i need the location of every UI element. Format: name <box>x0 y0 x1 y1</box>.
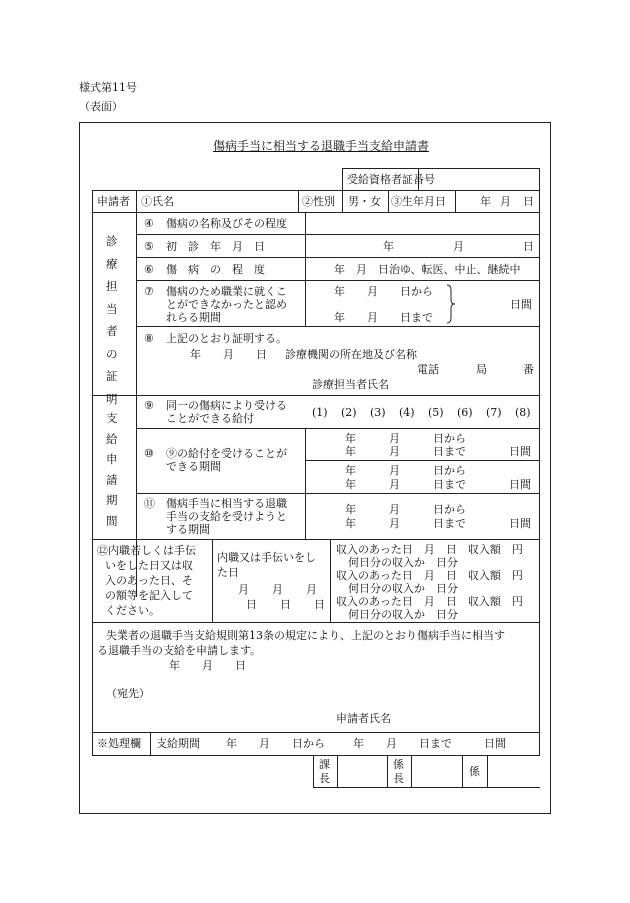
name-field[interactable] <box>182 191 296 211</box>
row10-label-2: できる期間 <box>166 460 221 473</box>
row10-a-to: 年 月 日まで <box>345 445 466 458</box>
processing-to: 年 月 日まで <box>353 737 452 750</box>
row9-label-2: ことができる給付 <box>166 412 254 425</box>
row9-option-7[interactable]: (7) <box>486 406 502 419</box>
row9-option-1[interactable]: (1) <box>312 406 328 419</box>
row11-label-3: する期間 <box>166 523 210 536</box>
signature-label: 申請者氏名 <box>336 712 391 725</box>
cert-number-label: 受給資格者証番号 <box>347 173 435 186</box>
row9-num: ⑨ <box>144 399 154 412</box>
row7-to: 年 月 日まで <box>334 311 433 324</box>
row8-text: 上記のとおり証明する。 <box>166 332 287 345</box>
row12-label-4: の額等を記入して <box>105 589 193 602</box>
side-label: （表面） <box>79 100 123 113</box>
income-line-3: 収入のあった日 月 日 収入額 円 <box>336 595 523 608</box>
row11-to: 年 月 日まで <box>345 517 466 530</box>
row12-sub-1: 内職又は手伝いをし <box>217 551 316 564</box>
kacho-label: 課 長 <box>319 758 330 785</box>
row9-option-3[interactable]: (3) <box>370 406 386 419</box>
row11-days: 日間 <box>509 517 531 530</box>
row6-value: 年 月 日治ゆ、転医、中止、継続中 <box>334 263 521 276</box>
kakaricho-label: 係 長 <box>393 758 404 785</box>
row10-b-from: 年 月 日から <box>345 464 466 477</box>
kacho-stamp-box[interactable] <box>338 756 386 786</box>
row12-label-2: いをした日又は収 <box>105 559 193 572</box>
row10-label-1: ⑨の給付を受けることが <box>166 447 287 460</box>
row12-day-2: 日 <box>280 598 291 611</box>
birth-year: 年 <box>480 195 491 208</box>
birth-label: ③生年月日 <box>391 195 446 208</box>
doctor-name-label: 診療担当者氏名 <box>312 378 389 391</box>
row12-day-3: 日 <box>314 598 325 611</box>
sex-label: ②性別 <box>302 195 335 208</box>
benefit-section-label: 支 給 申 請 期 間 <box>106 411 118 528</box>
row5-label: 初 診 年 月 日 <box>166 240 265 253</box>
row12-label-3: 入のあった日、そ <box>105 574 193 587</box>
row5-day: 日 <box>523 240 534 253</box>
declaration-text-1: 失業者の退職手当支給規則第13条の規定により、上記のとおり傷病手当に相当す <box>106 629 505 642</box>
row9-option-5[interactable]: (5) <box>428 406 444 419</box>
row9-option-6[interactable]: (6) <box>457 406 473 419</box>
declaration-date: 年 月 日 <box>169 659 246 672</box>
processing-from: 年 月 日から <box>226 737 325 750</box>
row4-field[interactable] <box>306 213 538 233</box>
row10-num: ⑩ <box>144 447 154 460</box>
row12-label-5: ください。 <box>105 604 160 617</box>
doctor-section-label: 診 療 担 当 者 の 証 明 <box>106 234 118 406</box>
row4-label: 傷病の名称及びその程度 <box>166 217 287 230</box>
brace-icon <box>446 284 456 324</box>
sex-options[interactable]: 男・女 <box>348 195 381 208</box>
declaration-text-2: る退職手当の支給を申請します。 <box>97 644 262 657</box>
row8-date: 年 月 日 <box>190 348 267 361</box>
row12-month-1: 月 <box>238 583 249 596</box>
cert-number-field[interactable] <box>419 169 538 189</box>
row12-month-3: 月 <box>306 583 317 596</box>
row7-from: 年 月 日から <box>334 285 433 298</box>
form-title: 傷病手当に相当する退職手当支給申請書 <box>213 139 430 153</box>
row11-label-1: 傷病手当に相当する退職 <box>166 497 287 510</box>
row9-option-8[interactable]: (8) <box>515 406 531 419</box>
row8-phone: 電話 <box>417 363 439 376</box>
row12-label-1: ⑫内職若しくは手伝 <box>97 544 196 557</box>
row5-year: 年 <box>383 240 394 253</box>
processing-days: 日間 <box>484 737 506 750</box>
kakari-label: 係 <box>469 765 480 778</box>
row10-a-from: 年 月 日から <box>345 432 466 445</box>
row8-kyoku: 局 <box>476 363 487 376</box>
row10-a-days: 日間 <box>509 445 531 458</box>
income-line-1: 収入のあった日 月 日 収入額 円 <box>336 543 523 556</box>
row11-label-2: 手当の支給を受けようと <box>166 510 287 523</box>
row10-b-days: 日間 <box>509 478 531 491</box>
row12-day-1: 日 <box>246 598 257 611</box>
row5-num: ⑤ <box>144 240 154 253</box>
row11-num: ⑪ <box>144 497 155 510</box>
row10-b-to: 年 月 日まで <box>345 478 466 491</box>
name-label: ①氏名 <box>141 195 174 208</box>
row6-num: ⑥ <box>144 263 154 276</box>
row5-month: 月 <box>453 240 464 253</box>
row7-label-1: 傷病のため職業に就くこ <box>166 285 287 298</box>
row6-label: 傷 病 の 程 度 <box>166 263 265 276</box>
portion-line-2: 何日分の収入か 日分 <box>348 582 458 595</box>
row7-days: 日間 <box>510 298 532 311</box>
kakari-stamp-box[interactable] <box>488 756 538 786</box>
row9-option-2[interactable]: (2) <box>341 406 357 419</box>
birth-day: 日 <box>523 195 534 208</box>
row12-month-2: 月 <box>272 583 283 596</box>
row7-label-3: れらる期間 <box>166 311 221 324</box>
row7-num: ⑦ <box>144 285 154 298</box>
birth-month: 月 <box>500 195 511 208</box>
row4-num: ④ <box>144 217 154 230</box>
applicant-label: 申請者 <box>97 195 130 208</box>
period-label: 支給期間 <box>156 737 200 750</box>
portion-line-3: 何日分の収入か 日分 <box>348 608 458 621</box>
row8-ban: 番 <box>523 363 534 376</box>
addressee: （宛先） <box>106 687 150 700</box>
row8-address: 診療機関の所在地及び名称 <box>285 348 417 361</box>
processing-label: ※処理欄 <box>97 737 141 750</box>
row9-label-1: 同一の傷病により受ける <box>166 399 287 412</box>
row11-from: 年 月 日から <box>345 503 466 516</box>
form-number: 様式第11号 <box>79 81 137 94</box>
row9-option-4[interactable]: (4) <box>399 406 415 419</box>
portion-line-1: 何日分の収入か 日分 <box>348 556 458 569</box>
income-line-2: 収入のあった日 月 日 収入額 円 <box>336 569 523 582</box>
row8-num: ⑧ <box>144 332 154 345</box>
row12-sub-2: た日 <box>217 566 239 579</box>
row7-label-2: とができなかったと認め <box>166 298 287 311</box>
kakaricho-stamp-box[interactable] <box>412 756 461 786</box>
